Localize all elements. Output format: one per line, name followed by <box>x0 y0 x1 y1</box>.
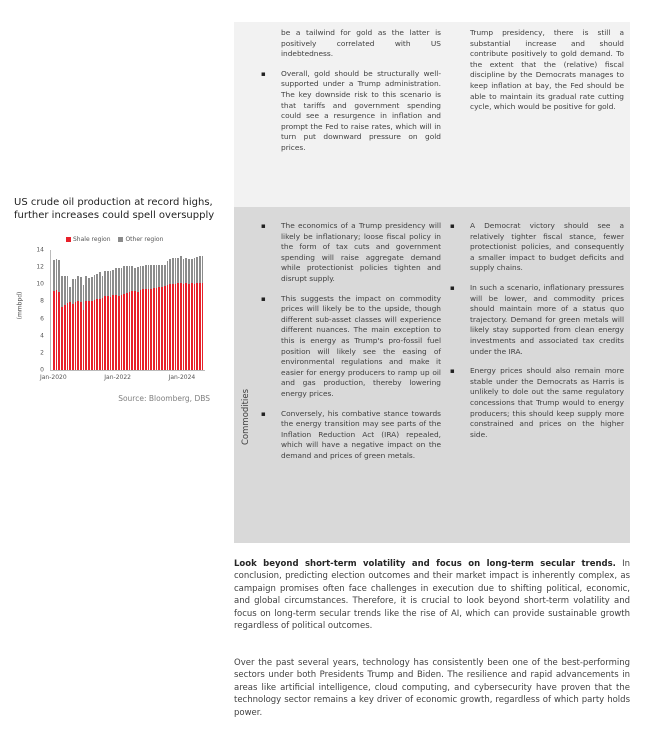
bar <box>69 287 71 370</box>
bar <box>67 276 69 370</box>
bar <box>72 279 74 370</box>
bar <box>58 260 60 370</box>
y-tick-label: 10 <box>36 280 44 288</box>
bar-segment-other <box>110 271 112 298</box>
bar <box>145 265 147 370</box>
bar-segment-shale <box>185 283 187 370</box>
bar <box>126 266 128 370</box>
bar-segment-other <box>188 259 190 285</box>
conclusion-paragraph <box>234 558 630 632</box>
bar <box>199 256 201 370</box>
bar-segment-other <box>107 271 109 297</box>
gold-harris-column <box>470 28 624 122</box>
bar-segment-other <box>142 266 144 289</box>
bar-segment-other <box>115 268 117 295</box>
bar-segment-other <box>85 276 87 301</box>
legend-swatch-other <box>118 237 123 242</box>
bar <box>191 259 193 370</box>
bar-segment-shale <box>169 284 171 370</box>
bar-segment-other <box>194 258 196 285</box>
bar-segment-shale <box>53 291 55 370</box>
bar-segment-shale <box>72 304 74 370</box>
bar-segment-shale <box>67 303 69 370</box>
bar-segment-other <box>102 276 104 298</box>
bar <box>172 258 174 370</box>
bar <box>115 268 117 370</box>
text-continuation: Trump presidency, there is still a substantial increase and should contribute positively to gold demand. To the extent that the (relative) fiscal discipline by the Democrats manages to keep inflation at bay, the Fed should be able to maintain its gradual rate cutting cycle, which would be positive for gold. <box>470 28 624 112</box>
bar <box>118 268 120 370</box>
bar-segment-other <box>80 277 82 302</box>
bar-segment-other <box>185 258 187 284</box>
bar-segment-shale <box>164 286 166 370</box>
bar-segment-shale <box>150 289 152 370</box>
bar <box>142 266 144 370</box>
oil-production-chart <box>14 232 214 412</box>
bar <box>85 276 87 370</box>
gold-row <box>234 22 630 207</box>
bar-segment-other <box>172 258 174 285</box>
bar <box>77 276 79 370</box>
bar-segment-other <box>53 260 55 291</box>
bar-segment-shale <box>75 302 77 370</box>
bar <box>80 277 82 370</box>
bullet-point: ▪ Conversely, his combative stance towards the energy transition may see parts of the Inflation Reduction Act (IRA) repealed, which will have a negative impact on the demand and prices of green metals. <box>281 409 441 462</box>
bar <box>188 259 190 370</box>
bar-segment-shale <box>91 301 93 370</box>
bar <box>134 268 136 370</box>
bar-segment-shale <box>58 292 60 370</box>
bar <box>137 267 139 370</box>
bar-segment-shale <box>83 310 85 370</box>
bar <box>99 272 101 370</box>
bar-segment-other <box>183 259 185 285</box>
bar <box>164 265 166 370</box>
bar-segment-other <box>126 266 128 293</box>
bar-segment-other <box>180 256 182 283</box>
bar-segment-shale <box>102 298 104 370</box>
bar <box>150 265 152 370</box>
bar-segment-other <box>131 266 133 291</box>
bar-segment-other <box>191 259 193 284</box>
technology-paragraph: Over the past several years, technology has consistently been one of the best-performing sectors under both Presidents Trump and Biden. The resilience and rapid advancements in areas like artificial intelligence, cloud computing, and cybersecurity have proven that the technology sector remains a key driver of economic growth, regardless of which party holds power. <box>234 658 630 718</box>
bar-segment-shale <box>161 287 163 370</box>
bar-segment-shale <box>191 283 193 370</box>
bar-segment-shale <box>96 299 98 370</box>
bar-segment-other <box>77 276 79 302</box>
bar-segment-other <box>199 256 201 283</box>
bar-segment-shale <box>88 301 90 370</box>
bar-segment-other <box>153 265 155 287</box>
bar <box>161 265 163 370</box>
bar-segment-other <box>99 272 101 299</box>
bar <box>91 277 93 370</box>
bar-segment-shale <box>126 293 128 370</box>
x-tick-label: Jan-2024 <box>168 374 196 381</box>
bar-segment-other <box>140 266 142 290</box>
bar-segment-other <box>58 260 60 292</box>
bar-segment-other <box>83 285 85 310</box>
conclusion-heading: Look beyond short-term volatility and focus on long-term secular trends. <box>234 559 616 569</box>
row-label-text: Commodities <box>241 388 251 446</box>
bar-segment-other <box>88 278 90 301</box>
bar <box>148 265 150 370</box>
bar-segment-shale <box>175 284 177 370</box>
bar-segment-other <box>164 265 166 286</box>
bar-segment-other <box>158 265 160 286</box>
bar-segment-other <box>118 268 120 296</box>
bar-segment-shale <box>196 283 198 370</box>
commodities-row <box>234 207 630 543</box>
chart-title: US crude oil production at record highs, further increases could spell oversupply <box>14 197 215 221</box>
bar-segment-other <box>69 287 71 302</box>
bar-segment-shale <box>180 283 182 370</box>
bar-segment-other <box>202 256 204 283</box>
bar-segment-shale <box>77 301 79 370</box>
bar <box>180 256 182 370</box>
text-continuation: be a tailwind for gold as the latter is positively correlated with US indebtedness. <box>281 28 441 59</box>
bar-segment-shale <box>145 289 147 370</box>
bar-segment-other <box>112 270 114 296</box>
bar <box>183 259 185 370</box>
legend-item-shale <box>66 236 111 243</box>
bar-segment-shale <box>148 289 150 370</box>
bar-segment-shale <box>183 284 185 370</box>
bar-segment-shale <box>177 283 179 370</box>
bar <box>194 258 196 370</box>
y-tick-label: 14 <box>36 246 44 254</box>
bullet-point: ▪ Energy prices should also remain more stable under the Democrats as Harris is unlikely to dole out the same regulatory concessions that Trump would to energy producers; this should keep supply more constrained and prices on the higher side. <box>470 366 624 440</box>
bar-segment-other <box>67 276 69 303</box>
bar <box>94 275 96 370</box>
bar-segment-shale <box>99 299 101 370</box>
bar-segment-other <box>177 258 179 284</box>
bar-segment-shale <box>85 301 87 370</box>
bar-segment-other <box>94 275 96 300</box>
bar <box>167 261 169 370</box>
bar-segment-shale <box>61 307 63 370</box>
bar-segment-shale <box>167 285 169 370</box>
bar-segment-other <box>75 279 77 302</box>
bar <box>56 259 58 370</box>
bar <box>175 258 177 370</box>
bar-segment-other <box>121 268 123 295</box>
bar-segment-other <box>134 268 136 291</box>
bar <box>185 258 187 370</box>
row-label-commodities <box>236 357 256 477</box>
bar <box>196 257 198 370</box>
gold-trump-column <box>281 28 441 163</box>
bullet-point: ▪ This suggests the impact on commodity prices will likely be to the upside, though different sub-asset classes will experience different nuances. The main exception to this is energy as Trump's pro-fossil fuel position will likely see the easing of environmental regulations and make it easier for energy producers to ramp up oil and gas production, thereby lowering energy prices. <box>281 294 441 400</box>
y-tick-label: 2 <box>40 349 44 357</box>
bar <box>153 265 155 370</box>
bar-segment-other <box>91 277 93 301</box>
bullet-point: ▪ In such a scenario, inflationary pressures will be lower, and commodity prices should maintain more of a status quo trajectory. Demand for green metals will likely stay supported from clean energy investments and associated tax credits under the IRA. <box>470 283 624 357</box>
bar-segment-other <box>123 266 125 293</box>
chart-legend <box>66 236 169 243</box>
y-tick-label: 0 <box>40 366 44 374</box>
bar-segment-shale <box>94 300 96 370</box>
bar <box>61 276 63 370</box>
bar <box>53 260 55 370</box>
x-tick-label: Jan-2022 <box>104 374 131 381</box>
x-tick-label: Jan-2020 <box>39 374 67 381</box>
bar-segment-other <box>175 258 177 285</box>
bar <box>96 274 98 370</box>
bar-segment-shale <box>134 291 136 370</box>
bar-segment-other <box>72 279 74 304</box>
bar-segment-shale <box>131 291 133 370</box>
bar-segment-other <box>167 261 169 285</box>
bar-segment-other <box>104 271 106 296</box>
bar-segment-shale <box>153 288 155 370</box>
bar <box>104 271 106 370</box>
bar-segment-other <box>145 265 147 288</box>
bar-segment-shale <box>142 289 144 370</box>
bar-segment-shale <box>104 296 106 370</box>
bar-segment-shale <box>156 288 158 370</box>
bar <box>110 271 112 370</box>
bar-segment-other <box>96 274 98 299</box>
y-tick-label: 8 <box>40 297 44 305</box>
bar-segment-shale <box>172 284 174 370</box>
bar-segment-shale <box>56 290 58 370</box>
bar-segment-shale <box>129 292 131 370</box>
bar-segment-shale <box>80 302 82 370</box>
bar-segment-shale <box>110 297 112 370</box>
commodities-harris-column <box>470 221 624 449</box>
conclusion-text: In conclusion, predicting election outcomes and their market impact is inherently complex, as campaign promises often face challenges in execution due to shifting political, economic, and global circumstances. Therefore, it is crucial to look beyond short-term volatility and focus on long-term secular trends like the rise of AI, which can provide sustainable growth regardless of political outcomes. <box>234 559 630 632</box>
bar <box>88 278 90 370</box>
bar-segment-shale <box>112 295 114 370</box>
commodities-trump-column <box>281 221 441 470</box>
bar <box>121 268 123 370</box>
legend-label: Other region <box>125 236 164 243</box>
bar <box>102 276 104 370</box>
bar-segment-shale <box>64 305 66 370</box>
chart-source: Source: Bloomberg, DBS <box>118 394 210 403</box>
bar <box>64 276 66 370</box>
bar-segment-other <box>56 259 58 291</box>
bar-segment-shale <box>69 302 71 370</box>
bar-segment-shale <box>115 295 117 370</box>
bullet-point: ▪ The economics of a Trump presidency will likely be inflationary; loose fiscal policy in the form of tax cuts and government spending will raise aggregate demand while protectionist policies tighten and disrupt supply. <box>281 221 441 285</box>
x-axis-ticks <box>39 374 204 384</box>
bar-segment-shale <box>107 296 109 370</box>
y-tick-label: 4 <box>40 332 44 340</box>
bar-segment-other <box>129 266 131 292</box>
bar <box>156 265 158 370</box>
y-tick-label: 12 <box>36 263 44 271</box>
bar <box>112 270 114 370</box>
bar-segment-shale <box>137 292 139 370</box>
bar <box>202 256 204 370</box>
bar-series <box>53 250 203 370</box>
bar-segment-shale <box>188 284 190 370</box>
bar <box>131 266 133 370</box>
bullet-point: ▪ A Democrat victory should see a relatively tighter fiscal stance, fewer protectionist policies, and consequently a smaller impact to budget deficits and supply chains. <box>470 221 624 274</box>
bar <box>158 265 160 370</box>
bar <box>123 266 125 370</box>
bar-segment-other <box>196 257 198 284</box>
plot-area <box>50 250 205 371</box>
bar-segment-other <box>169 259 171 285</box>
legend-item-other <box>118 236 163 243</box>
bullet-point: ▪ Overall, gold should be structurally well-supported under a Trump administration. The key downside risk to this scenario is that tariffs and government spending could see a resurgence in inflation and prompt the Fed to raise rates, which will in turn put downward pressure on gold prices. <box>281 69 441 154</box>
bar-segment-shale <box>118 296 120 370</box>
bar-segment-other <box>161 265 163 287</box>
bar-segment-shale <box>140 290 142 370</box>
y-axis-label: (mmbpd) <box>16 291 24 320</box>
bar <box>177 258 179 370</box>
bar-segment-other <box>148 265 150 288</box>
legend-swatch-shale <box>66 237 71 242</box>
bar-segment-shale <box>123 294 125 370</box>
bar-segment-other <box>156 265 158 287</box>
bar <box>129 266 131 370</box>
y-axis-ticks <box>28 246 44 374</box>
bar-segment-other <box>150 265 152 288</box>
legend-label: Shale region <box>73 236 111 243</box>
bar-segment-other <box>64 276 66 305</box>
bar-segment-other <box>137 267 139 292</box>
bar-segment-shale <box>199 283 201 370</box>
bar-segment-shale <box>194 284 196 370</box>
bar <box>107 271 109 370</box>
y-tick-label: 6 <box>40 315 44 323</box>
bar <box>140 266 142 370</box>
bar-segment-shale <box>121 295 123 370</box>
bar-segment-other <box>61 276 63 308</box>
bar <box>83 285 85 370</box>
bar-segment-shale <box>202 283 204 370</box>
bar-segment-shale <box>158 287 160 370</box>
bar <box>75 279 77 370</box>
bar <box>169 259 171 370</box>
